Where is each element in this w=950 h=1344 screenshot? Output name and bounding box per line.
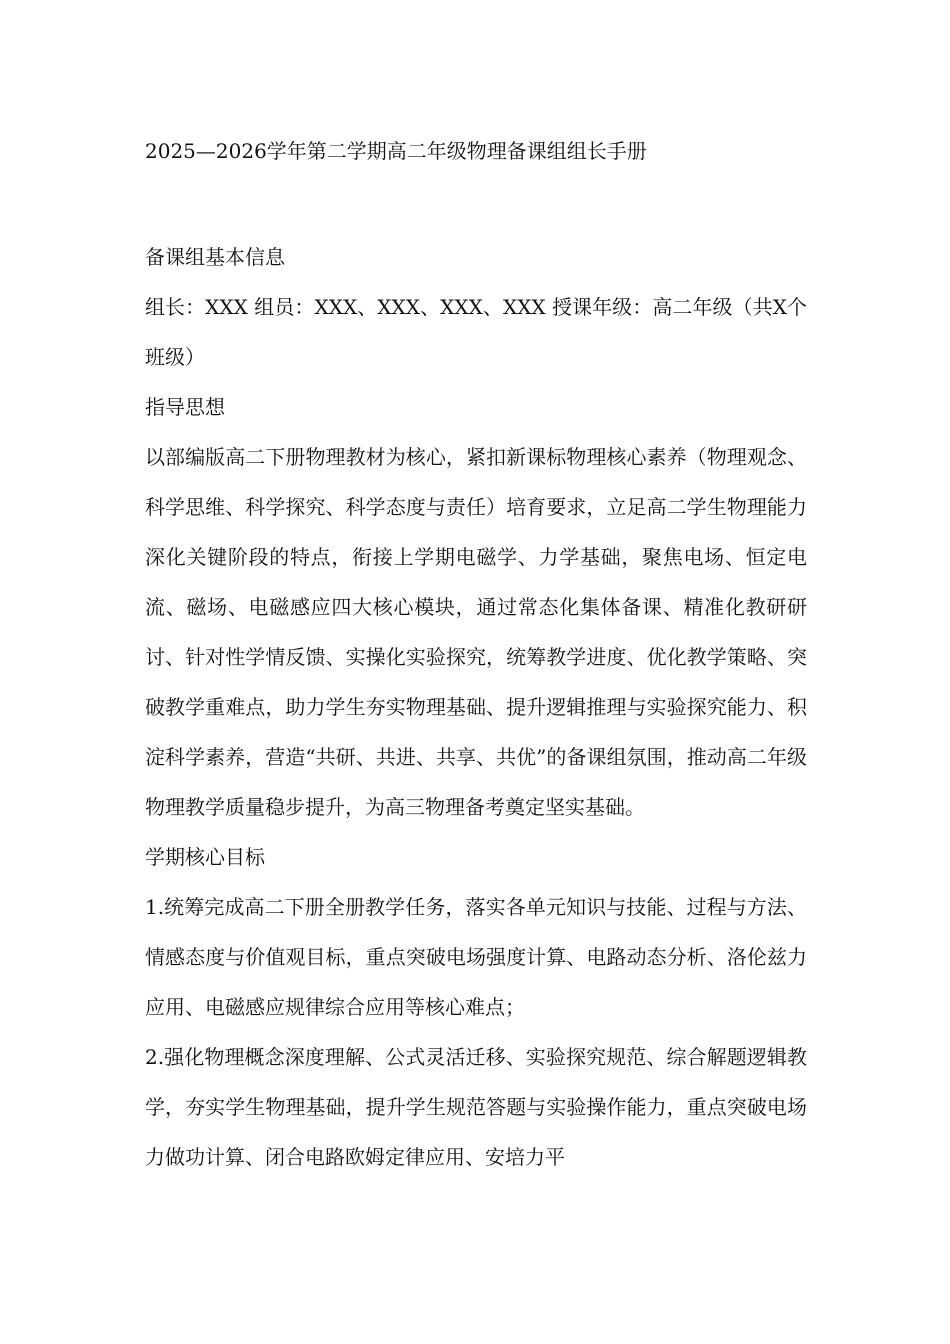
basic-info-text: 组长：XXX 组员：XXX、XXX、XXX、XXX 授课年级：高二年级（共X个班级） [145,295,807,369]
guiding-text: 以部编版高二下册物理教材为核心，紧扣新课标物理核心素养（物理观念、科学思维、科学探究、科学态度与责任）培育要求，立足高二学生物理能力深化关键阶段的特点，衔接上学期电磁学、力学基础，聚焦电场、恒定电流、磁场、电磁感应四大核心模块，通过常态化集体备课、精准化教研研讨、针对性学情反馈、实操化实验探究，统筹教学进度、优化教学策略、突破教学重难点，助力学生夯实物理基础、提升逻辑推理与实验探究能力、积淀科学素养，营造“共研、共进、共享、共优”的备课组氛围，推动高二年级物理教学质量稳步提升，为高三物理备考奠定坚实基础。 [145,445,807,819]
goals-heading: 学期核心目标 [145,845,265,869]
document-body [145,232,807,1182]
guiding-heading: 指导思想 [145,395,225,419]
document-title: 2025—2026学年第二学期高二年级物理备课组组长手册 [145,139,647,163]
goal-item-1: 1.统筹完成高二下册全册教学任务，落实各单元知识与技能、过程与方法、情感态度与价值观目标，重点突破电场强度计算、电路动态分析、洛伦兹力应用、电磁感应规律综合应用等核心难点； [145,895,807,1019]
goal-item-2: 2.强化物理概念深度理解、公式灵活迁移、实验探究规范、综合解题逻辑教学，夯实学生物理基础，提升学生规范答题与实验操作能力，重点突破电场力做功计算、闭合电路欧姆定律应用、安培力平 [145,1045,807,1169]
basic-info-heading: 备课组基本信息 [145,245,285,269]
